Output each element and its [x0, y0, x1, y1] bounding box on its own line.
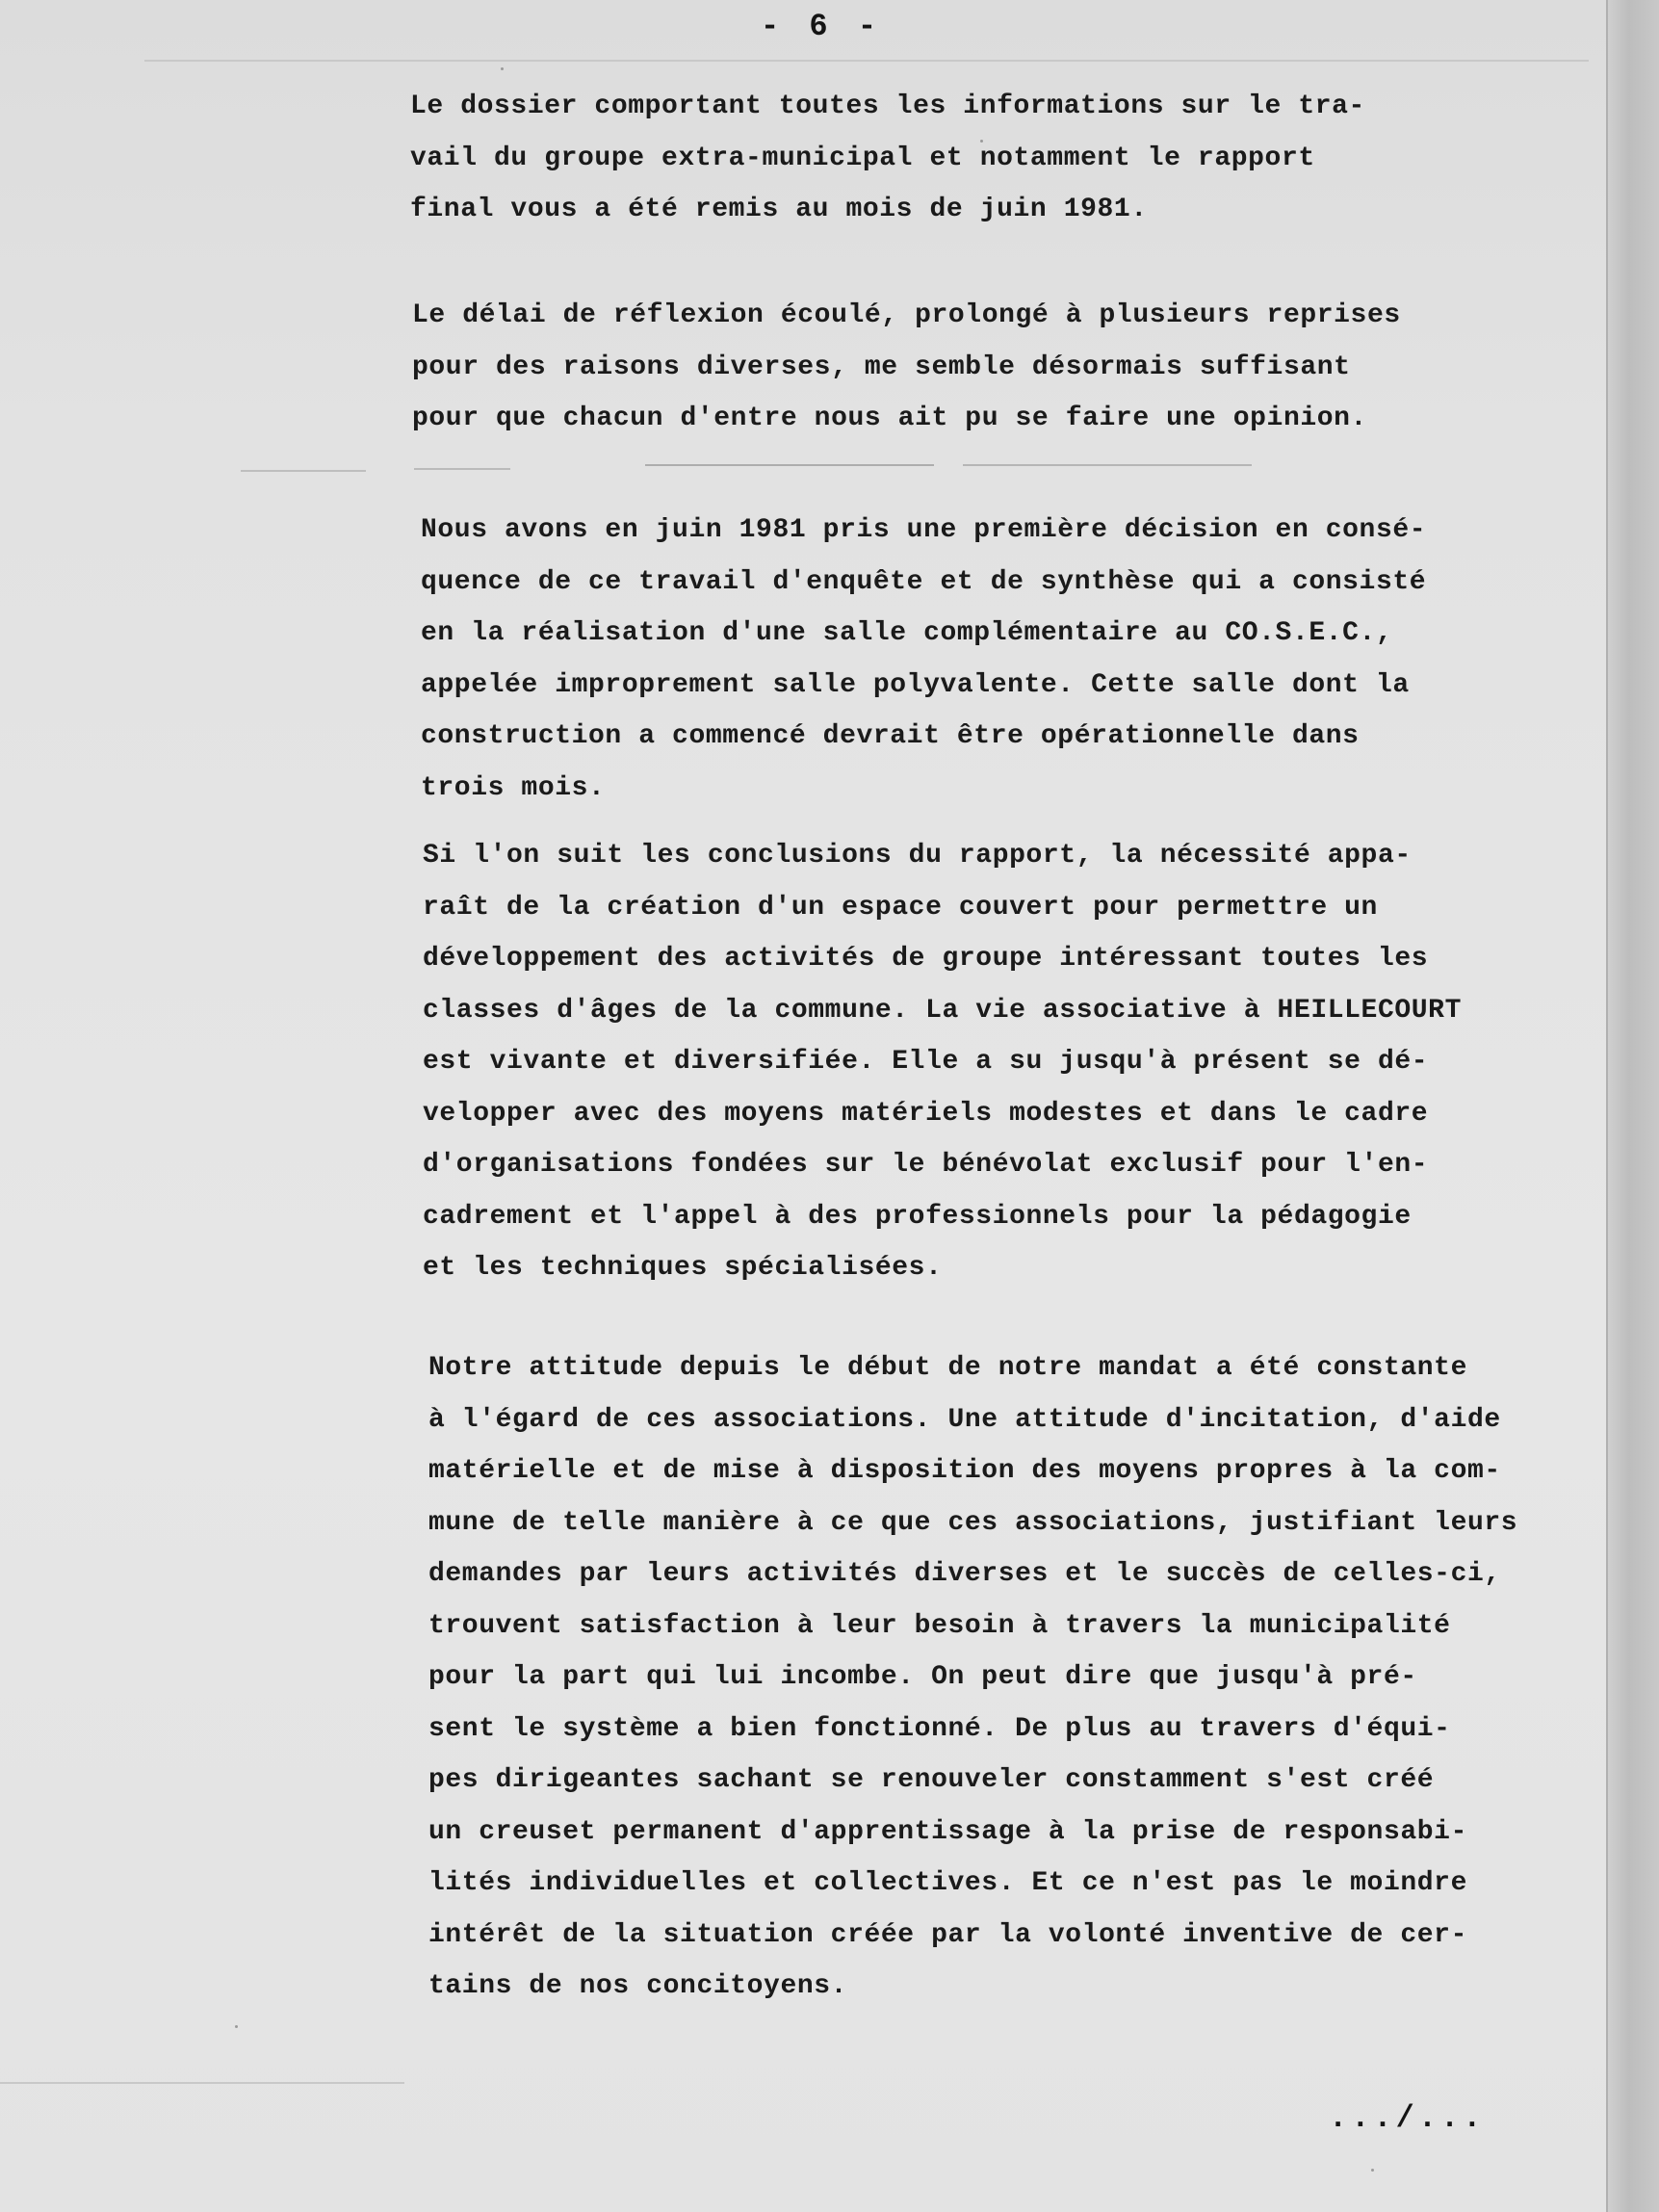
text-line: trois mois. — [421, 772, 606, 803]
paragraph-1 — [410, 81, 1585, 236]
paper-speck — [1371, 2169, 1374, 2172]
text-line: construction a commencé devrait être opérationnelle dans — [421, 721, 1360, 751]
text-line: à l'égard de ces associations. Une attitude d'incitation, d'aide — [428, 1404, 1501, 1435]
fold-line-middle-b — [645, 464, 934, 466]
text-line: intérêt de la situation créée par la volonté inventive de cer- — [428, 1919, 1467, 1950]
text-line: trouvent satisfaction à leur besoin à travers la municipalité — [428, 1610, 1451, 1641]
text-line: Le dossier comportant toutes les informations sur le tra- — [410, 91, 1365, 121]
fold-line-middle-c — [963, 464, 1252, 466]
fold-line-middle-a — [414, 468, 510, 470]
paragraph-5 — [428, 1342, 1603, 2013]
text-line: Le délai de réflexion écoulé, prolongé à plusieurs reprises — [412, 300, 1401, 330]
text-line: et les techniques spécialisées. — [423, 1253, 943, 1283]
text-line: Si l'on suit les conclusions du rapport, la nécessité appa- — [423, 841, 1412, 871]
paragraph-3 — [421, 505, 1595, 814]
text-line: vail du groupe extra-municipal et notamment le rapport — [410, 143, 1315, 173]
fold-line-middle-left — [241, 470, 366, 472]
paragraph-2 — [412, 290, 1587, 445]
text-line: pour des raisons diverses, me semble désormais suffisant — [412, 351, 1351, 382]
text-line: quence de ce travail d'enquête et de synthèse qui a consisté — [421, 566, 1427, 597]
fold-line-top — [144, 60, 1589, 62]
text-line: sent le système a bien fonctionné. De plus au travers d'équi- — [428, 1713, 1451, 1744]
page-edge-shadow — [1606, 0, 1659, 2212]
text-line: tains de nos concitoyens. — [428, 1971, 848, 2001]
text-line: pes dirigeantes sachant se renouveler constamment s'est créé — [428, 1765, 1435, 1795]
paper-speck — [501, 67, 504, 70]
text-line: final vous a été remis au mois de juin 1981. — [410, 195, 1148, 224]
text-line: un creuset permanent d'apprentissage à la prise de responsabi- — [428, 1816, 1467, 1847]
text-line: classes d'âges de la commune. La vie associative à HEILLECOURT — [423, 995, 1462, 1026]
text-line: matérielle et de mise à disposition des moyens propres à la com- — [428, 1456, 1501, 1486]
text-line: pour la part qui lui incombe. On peut dire que jusqu'à pré- — [428, 1662, 1417, 1692]
text-line: appelée improprement salle polyvalente. Cette salle dont la — [421, 669, 1410, 700]
text-line: demandes par leurs activités diverses et le succès de celles-ci, — [428, 1559, 1501, 1589]
paragraph-4 — [423, 830, 1597, 1294]
text-line: mune de telle manière à ce que ces associations, justifiant leurs — [428, 1507, 1518, 1538]
text-line: velopper avec des moyens matériels modestes et dans le cadre — [423, 1098, 1429, 1129]
text-line: pour que chacun d'entre nous ait pu se faire une opinion. — [412, 403, 1367, 433]
text-line: Nous avons en juin 1981 pris une première décision en consé- — [421, 515, 1427, 545]
text-line: raît de la création d'un espace couvert pour permettre un — [423, 892, 1378, 923]
text-line: Notre attitude depuis le début de notre mandat a été constante — [428, 1353, 1467, 1383]
text-line: cadrement et l'appel à des professionnels pour la pédagogie — [423, 1201, 1412, 1232]
text-line: développement des activités de groupe intéressant toutes les — [423, 944, 1429, 974]
fold-line-bottom — [0, 2082, 404, 2084]
text-line: en la réalisation d'une salle complémentaire au CO.S.E.C., — [421, 618, 1393, 648]
page-number: - 6 - — [761, 9, 883, 44]
paper-speck — [235, 2025, 238, 2028]
text-line: d'organisations fondées sur le bénévolat exclusif pour l'en- — [423, 1150, 1429, 1180]
continuation-mark: .../... — [1329, 2100, 1486, 2136]
text-line: lités individuelles et collectives. Et ce n'est pas le moindre — [428, 1868, 1467, 1898]
text-line: est vivante et diversifiée. Elle a su jusqu'à présent se dé- — [423, 1047, 1429, 1077]
